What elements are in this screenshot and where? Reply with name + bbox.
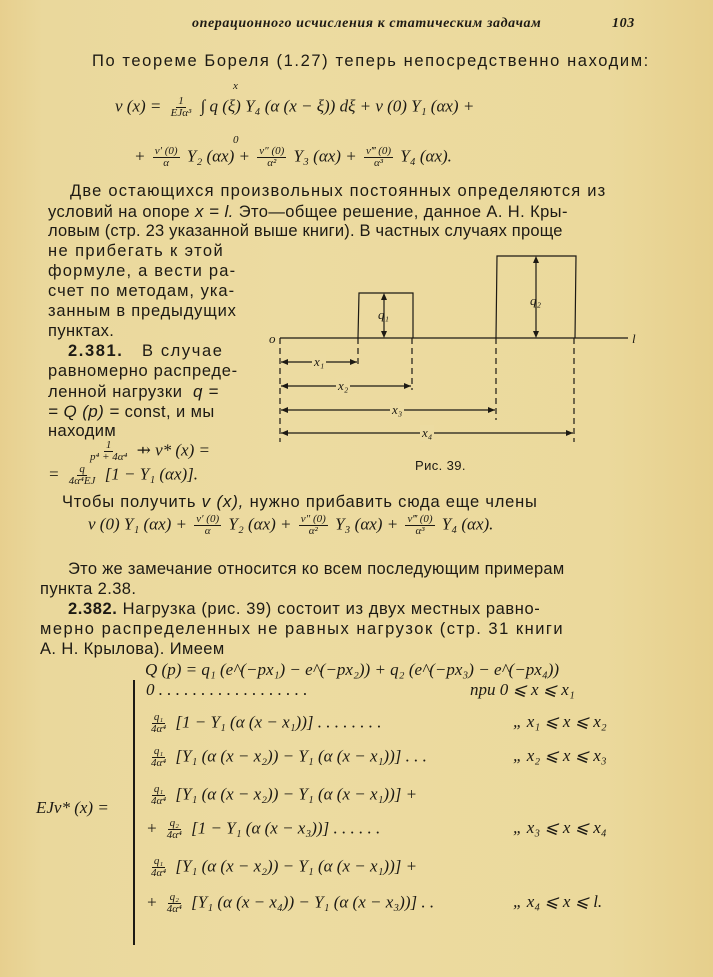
section-number: 2.381. (68, 342, 124, 360)
section-2382-line1: 2.382. Нагрузка (рис. 39) состоит из двух местных равно- (68, 600, 541, 618)
paragraph-constants-line3: ловым (стр. 23 указанной выше книги). В частных случаях проще (48, 222, 563, 240)
paragraph-constants-line2: условий на опоре x = l. Это—общее решение, данное А. Н. Кры- (48, 202, 568, 221)
paragraph-remark-line2: пункта 2.38. (40, 580, 137, 598)
figure-caption: Рис. 39. (415, 458, 466, 473)
case-row-3: $\frac{\text{q₁}}{\text{4α⁴}}$ [Y₁ (α (x − x₂)) − Y₁ (α (x − x₁))] . . . (151, 745, 427, 769)
case-cond-3: „ x₂ ⩽ x ⩽ x₃ (513, 746, 607, 765)
paragraph-constants-line8: пунктах. (48, 322, 115, 340)
section-number: 2.382. (68, 600, 118, 618)
running-header (192, 16, 541, 32)
figure-39-load-diagram (265, 245, 655, 455)
section-2382-line2: мерно распределенных не равных нагрузок (стр. 31 книги (40, 620, 565, 638)
piecewise-lhs: EJv* (x) = (36, 798, 109, 817)
paragraph-remark-line1: Это же замечание относится ко всем последующим примерам (68, 560, 565, 578)
figure-x2-label: x₂ (338, 378, 349, 393)
figure-x3-label: x₃ (392, 402, 403, 417)
case-row-5a: $\frac{\text{q₁}}{\text{4α⁴}}$ [Y₁ (α (x − x₂)) − Y₁ (α (x − x₁))] + (151, 855, 418, 879)
case-row-4a: $\frac{\text{q₁}}{\text{4α⁴}}$ [Y₁ (α (x − x₂)) − Y₁ (α (x − x₁))] + (151, 783, 418, 807)
piecewise-brace (133, 680, 135, 945)
section-2382-line3: А. Н. Крылова). Имеем (40, 640, 225, 658)
paragraph-constants-line1: Две остающихся произвольных постоянных определяются из (70, 182, 607, 200)
case-cond-5: „ x₄ ⩽ x ⩽ l. (513, 892, 603, 911)
case-row-2: $\frac{\text{q₁}}{\text{4α⁴}}$ [1 − Y₁ (α (x − x₁))] . . . . . . . . (151, 711, 382, 735)
figure-x4-label: x₄ (422, 425, 433, 440)
running-title: операционного исчисления к статическим задачам (192, 16, 542, 31)
equation-v-of-x-line2: + $\frac{v' (0)}{\alpha}$ Y₂ (αx) + $\frac{v'' (0)}{\text{α²}}$ Y₃ (αx) + $\frac{v‴ (0)}{\text{α³}}$ Y₄ (αx). (134, 145, 452, 169)
figure-q1-label: q₁ (378, 307, 390, 322)
paragraph-constants-line6: счет по методам, ука- (48, 282, 236, 300)
paragraph-constants-line4: не прибегать к этой (48, 242, 225, 260)
figure-end-label: l (632, 331, 636, 346)
equation-vstar: = $\frac{q}{\text{4α⁴EJ}}$ [1 − Y₁ (αx)]. (48, 463, 199, 487)
section-2381-line3: ленной нагрузки q = (48, 382, 219, 401)
integral-lower-limit: 0 (233, 134, 239, 146)
equation-Q-of-p: Q (p) = q₁ (e^(−px₁) − e^(−px₂)) + q₂ (e^(−px₃) − e^(−px₄)) (145, 660, 560, 679)
equation-v-of-x: v (x) = $\frac{1}{\text{EJα³}}$ ∫ q (ξ) Y₄ (α (x − ξ)) dξ + v (0) Y₁ (αx) + (115, 95, 475, 119)
section-2381-line1: 2.381. В случае (68, 342, 224, 360)
paragraph-constants-line5: формуле, а вести ра- (48, 262, 237, 280)
section-2381-line5: находим (48, 422, 117, 440)
figure-origin-label: o (269, 331, 276, 346)
case-row-5b: + $\frac{\text{q₂}}{\text{4α⁴}}$ [Y₁ (α (x − x₄)) − Y₁ (α (x − x₃))] . . (146, 891, 435, 915)
integral-upper-limit: x (233, 80, 238, 92)
paragraph-add-terms: Чтобы получить v (x), нужно прибавить сюда еще члены (62, 492, 538, 511)
page-number: 103 (612, 16, 635, 31)
section-2381-line2: равномерно распреде- (48, 362, 238, 380)
paragraph-borel: По теореме Бореля (1.27) теперь непосредственно находим: (92, 52, 650, 70)
case-row-4b: + $\frac{\text{q₂}}{\text{4α⁴}}$ [1 − Y₁ (α (x − x₃))] . . . . . . (146, 817, 381, 841)
case-cond-2: „ x₁ ⩽ x ⩽ x₂ (513, 712, 607, 731)
case-cond-1: при 0 ⩽ x ⩽ x₁ (470, 680, 575, 699)
figure-q2-label: q₂ (530, 293, 542, 308)
case-cond-4: „ x₃ ⩽ x ⩽ x₄ (513, 818, 607, 837)
equation-additional-terms: v (0) Y₁ (αx) + $\frac{v' (0)}{\alpha}$ Y₂ (αx) + $\frac{v'' (0)}{\text{α²}}$ Y₃ (αx) + $\frac{v‴ (0)}{\text{α³}}$ Y₄ (αx). (88, 513, 494, 537)
section-2381-line4: = Q (p) = const, и мы (48, 402, 215, 421)
case-row-1: 0 . . . . . . . . . . . . . . . . . . (146, 680, 308, 699)
fraction-1-over-EJa3: $\frac{1}{\text{EJα³}}$ (170, 95, 192, 119)
equation-transform: $\frac{1}{\text{p⁴ + 4α⁴}}$ ⇸ v* (x) = (90, 439, 210, 463)
figure-x1-label: x₁ (314, 354, 325, 369)
paragraph-constants-line7: занным в предыдущих (48, 302, 237, 320)
